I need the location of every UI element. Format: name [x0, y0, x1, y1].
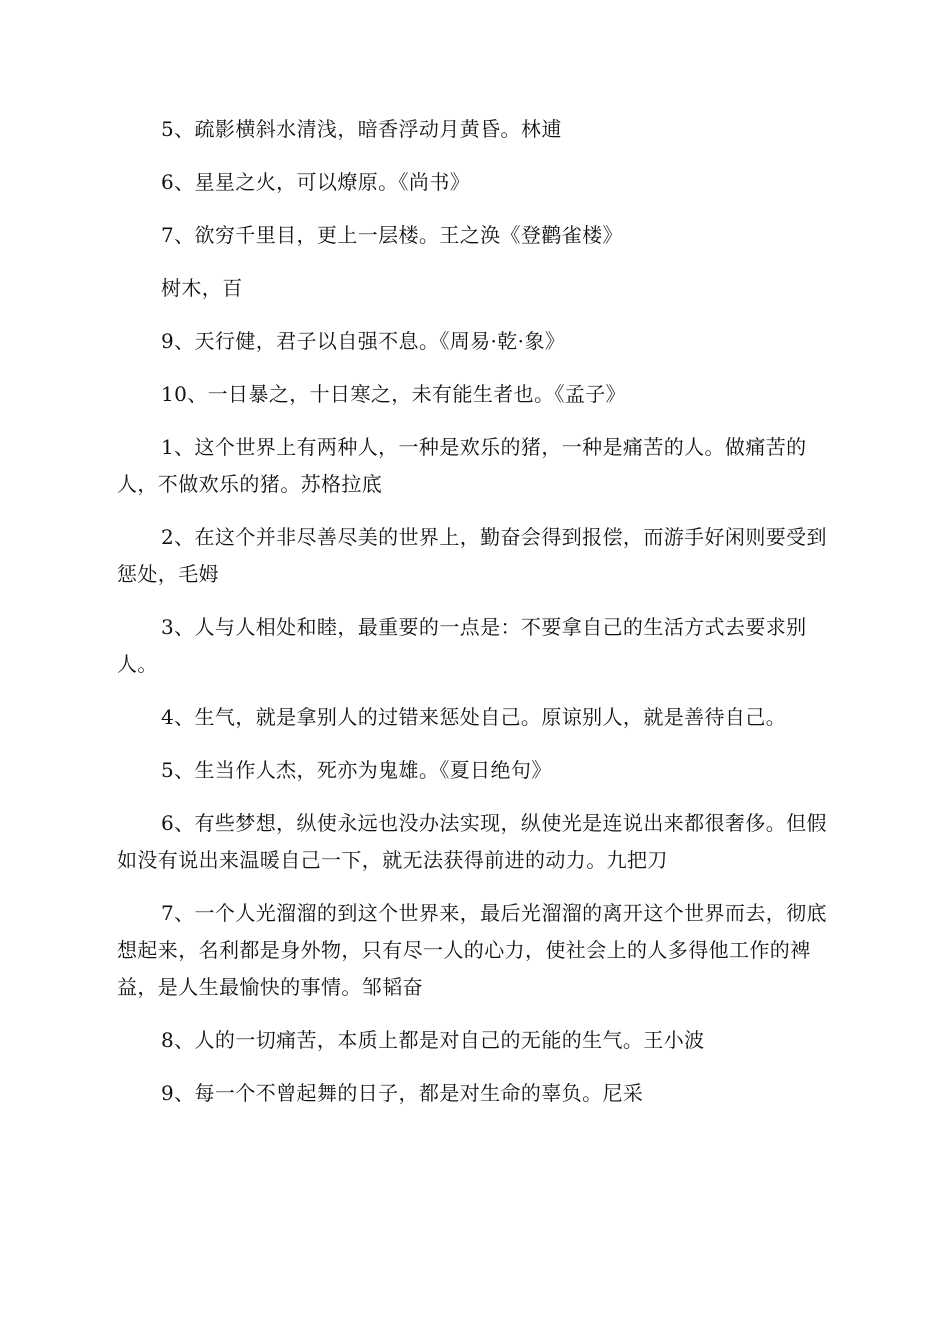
paragraph-4: 树木，百: [161, 276, 243, 300]
paragraph-12: 6、有些梦想，纵使永远也没办法实现，纵使光是连说出来都很奢侈。但假如没有说出来温暖自己一下，就无法获得前进的动力。九把刀: [117, 811, 827, 872]
paragraph-11: 5、生当作人杰，死亦为鬼雄。《夏日绝句》: [161, 758, 552, 782]
paragraph-1: 5、疏影横斜水清浅，暗香浮动月黄昏。林逋: [161, 117, 562, 141]
paragraph-7: 1、这个世界上有两种人，一种是欢乐的猪，一种是痛苦的人。做痛苦的人，不做欢乐的猪。苏格拉底: [117, 435, 807, 496]
paragraph-9: 3、人与人相处和睦，最重要的一点是：不要拿自己的生活方式去要求别人。: [117, 615, 807, 676]
paragraph-2: 6、星星之火，可以燎原。《尚书》: [161, 170, 471, 194]
paragraph-15: 9、每一个不曾起舞的日子，都是对生命的辜负。尼采: [161, 1081, 644, 1105]
paragraph-3: 7、欲穷千里目，更上一层楼。王之涣《登鹳雀楼》: [161, 223, 623, 247]
document-body: [117, 111, 833, 1128]
paragraph-8: 2、在这个并非尽善尽美的世界上，勤奋会得到报偿，而游手好闲则要受到惩处，毛姆: [117, 525, 827, 586]
paragraph-14: 8、人的一切痛苦，本质上都是对自己的无能的生气。王小波: [161, 1028, 705, 1052]
paragraph-6: 10、一日暴之，十日寒之，未有能生者也。《孟子》: [161, 382, 627, 406]
paragraph-13: 7、一个人光溜溜的到这个世界来，最后光溜溜的离开这个世界而去，彻底想起来，名利都是身外物，只有尽一人的心力，使社会上的人多得他工作的裨益，是人生最愉快的事情。邹韬奋: [117, 901, 827, 999]
paragraph-10: 4、生气，就是拿别人的过错来惩处自己。原谅别人，就是善待自己。: [161, 705, 787, 729]
paragraph-5: 9、天行健，君子以自强不息。《周易·乾·象》: [161, 329, 566, 353]
